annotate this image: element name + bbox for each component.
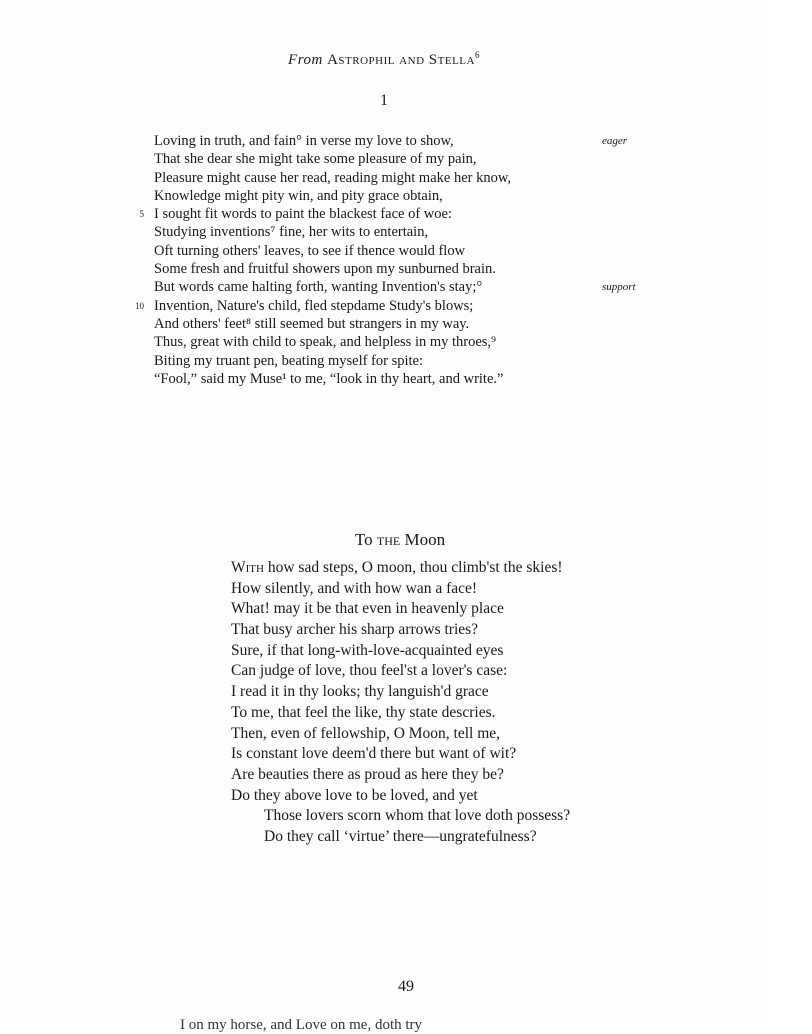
line-text: That she dear she might take some pleasure of my pain, xyxy=(154,151,477,168)
moon-poem-line xyxy=(231,744,671,765)
moon-poem-line xyxy=(231,641,671,662)
moon-poem-line xyxy=(231,682,671,703)
moon-poem-line xyxy=(231,558,671,579)
line-text: Pleasure might cause her read, reading might make her know, xyxy=(154,169,512,186)
poem-line xyxy=(154,132,654,150)
poem-line xyxy=(154,223,654,241)
moon-poem-line xyxy=(231,703,671,724)
line-text: How silently, and with how wan a face! xyxy=(231,579,478,597)
line-text: What! may it be that even in heavenly place xyxy=(231,600,504,618)
poem-line xyxy=(154,187,654,205)
line-text: Biting my truant pen, beating myself for spite: xyxy=(154,352,424,369)
poem-line xyxy=(139,205,654,223)
line-text: Are beauties there as proud as here they be? xyxy=(231,765,504,783)
moon-poem-line xyxy=(231,661,671,682)
line-text: I sought fit words to paint the blackest face of woe: xyxy=(154,206,452,223)
poem-line xyxy=(154,333,654,351)
line-text: Thus, great with child to speak, and helpless in my throes,⁹ xyxy=(154,334,497,351)
line-text: That busy archer his sharp arrows tries? xyxy=(231,621,479,639)
line-text: Those lovers scorn whom that love doth possess? xyxy=(264,807,571,825)
moon-poem-title xyxy=(0,530,800,550)
poem-line xyxy=(154,260,654,278)
moon-title-moon: Moon xyxy=(404,530,446,549)
moon-poem-line xyxy=(231,806,671,827)
line-text: To me, that feel the like, thy state descries. xyxy=(231,703,496,721)
poem-line xyxy=(154,352,654,370)
sonnet-body xyxy=(135,132,654,388)
moon-poem-line xyxy=(231,620,671,641)
moon-poem-body xyxy=(231,558,671,848)
line-number: 10 xyxy=(135,300,144,311)
line-text: And others' feet⁸ still seemed but strangers in my way. xyxy=(154,315,470,332)
line-text: how sad steps, O moon, thou climb'st the skies! xyxy=(263,559,563,576)
line-text: “Fool,” said my Muse¹ to me, “look in thy heart, and write.” xyxy=(154,370,504,387)
line-text: Then, even of fellowship, O Moon, tell me, xyxy=(231,724,501,742)
line-text: I read it in thy looks; thy languish'd grace xyxy=(231,683,489,701)
page-number: 49 xyxy=(398,978,414,995)
poem-line xyxy=(154,242,654,260)
line-text: Do they above love to be loved, and yet xyxy=(231,786,478,804)
line-text: But words came halting forth, wanting Invention's stay;° xyxy=(154,279,483,296)
poem-title xyxy=(0,50,768,69)
line-text: Sure, if that long-with-love-acquainted eyes xyxy=(231,641,504,659)
poem-line xyxy=(154,169,654,187)
moon-poem-line xyxy=(231,579,671,600)
line-text: Can judge of love, thou feel'st a lover's case: xyxy=(231,662,508,680)
poem-line xyxy=(154,315,654,333)
line-text: Do they call ‘virtue’ there—ungratefulness? xyxy=(264,827,537,845)
moon-poem-line xyxy=(231,724,671,745)
moon-poem-line xyxy=(231,765,671,786)
marginal-gloss: support xyxy=(602,281,636,294)
title-footnote-marker: 6 xyxy=(474,50,480,60)
line-text: Loving in truth, and fain° in verse my love to show, xyxy=(154,133,454,149)
poem-line xyxy=(154,278,654,296)
poem-line xyxy=(154,150,654,168)
line-text: Invention, Nature's child, fled stepdame Study's blows; xyxy=(154,297,474,314)
line-text: Some fresh and fruitful showers upon my sunburned brain. xyxy=(154,261,496,278)
line-text: Studying inventions⁷ fine, her wits to entertain, xyxy=(154,224,429,241)
moon-poem-line xyxy=(231,599,671,620)
poem-line xyxy=(154,370,654,388)
marginal-gloss: eager xyxy=(602,135,628,147)
moon-title-to: To xyxy=(354,530,373,549)
poem-line xyxy=(135,297,654,315)
title-from: From xyxy=(288,52,323,68)
line-text: Is constant love deem'd there but want of wit? xyxy=(231,745,517,763)
moon-poem-line xyxy=(231,827,671,848)
line-text: Oft turning others' leaves, to see if thence would flow xyxy=(154,242,466,259)
moon-poem-line xyxy=(231,786,671,807)
next-page-cutoff-line: I on my horse, and Love on me, doth try xyxy=(180,1017,423,1033)
line-number: 5 xyxy=(139,209,144,220)
moon-title-the: THE xyxy=(376,534,401,548)
first-word: With xyxy=(231,559,264,576)
title-text: Astrophil and Stella xyxy=(327,52,475,68)
line-text: Knowledge might pity win, and pity grace obtain, xyxy=(154,187,443,204)
sonnet-number: 1 xyxy=(380,92,388,109)
